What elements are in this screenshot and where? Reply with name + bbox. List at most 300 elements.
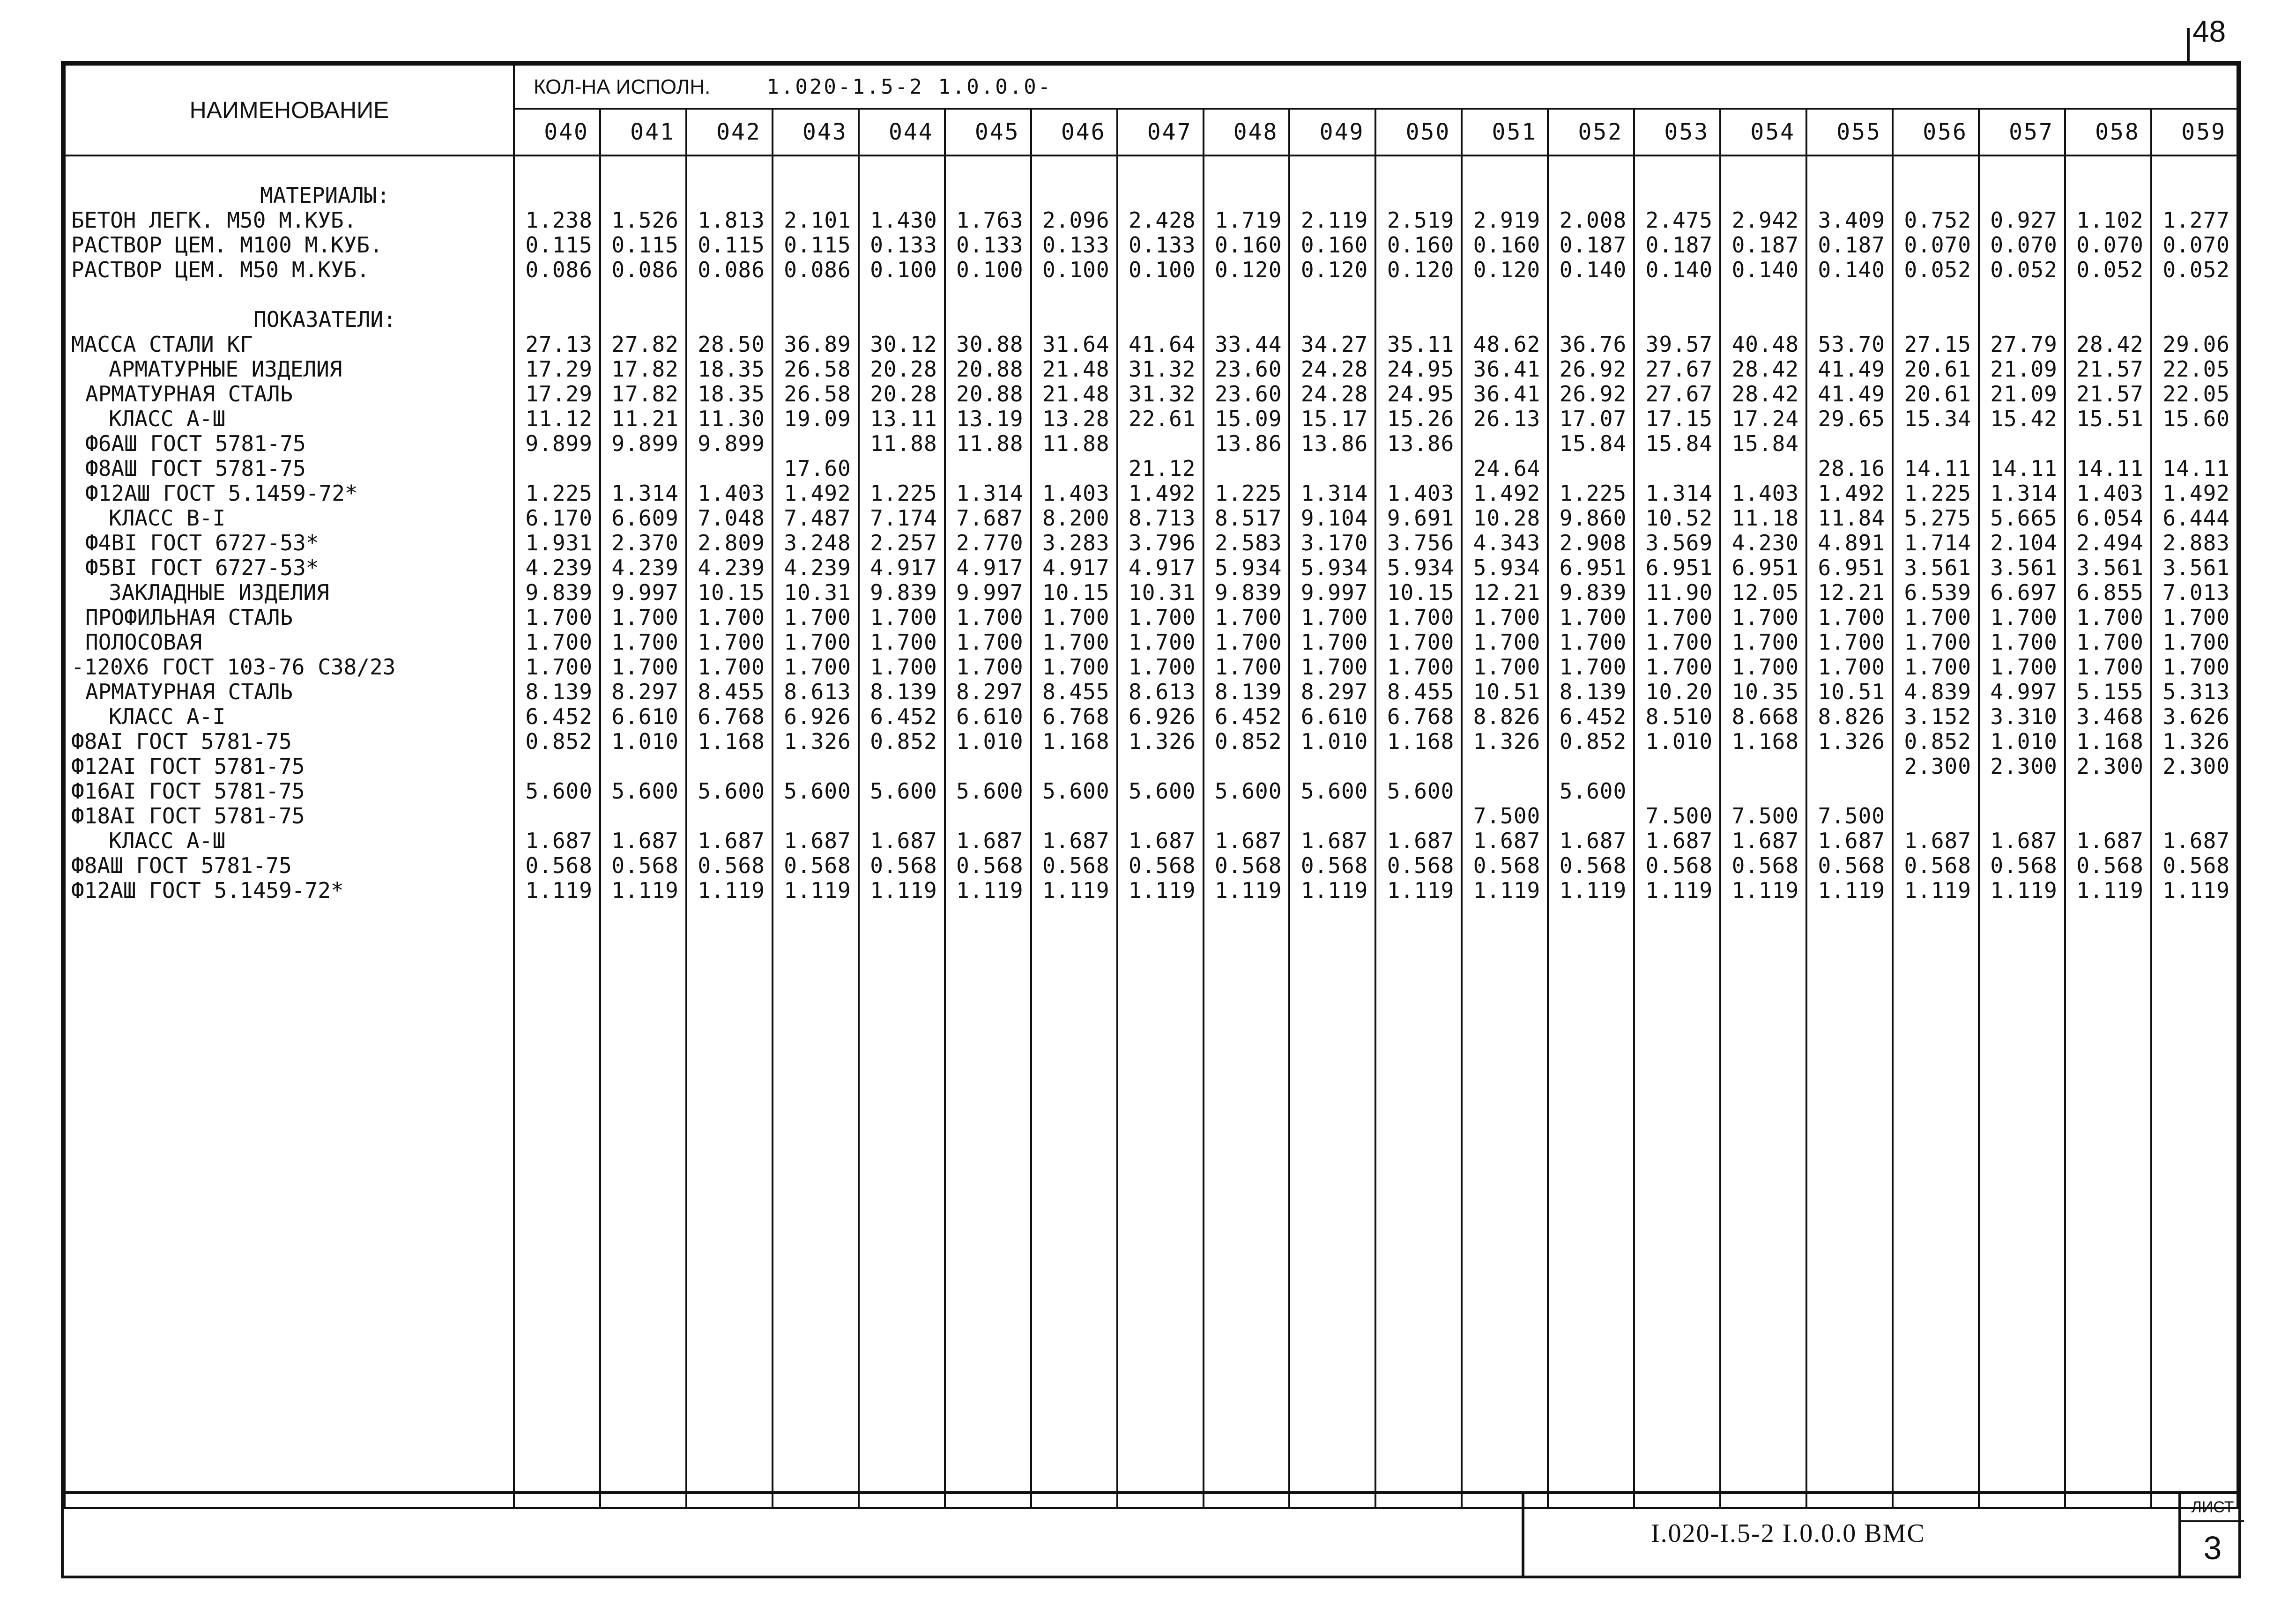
sheet-label: ЛИСТ	[2181, 1494, 2244, 1522]
table-cell: 6.855	[2076, 580, 2144, 605]
table-cell: 1.326	[1473, 729, 1541, 754]
table-cell	[1376, 456, 1461, 481]
table-cell	[515, 183, 599, 208]
table-cell	[1549, 307, 1633, 332]
table-cell: 3.756	[1387, 531, 1455, 555]
document-code: I.020-I.5-2 I.0.0.0 ВМС	[1651, 1519, 1925, 1548]
table-cell: 1.700	[1473, 655, 1541, 680]
table-cell: 4.917	[1042, 555, 1110, 580]
table-cell: 1.119	[2162, 878, 2230, 903]
table-cell: 22.05	[2162, 382, 2230, 407]
table-cell: 2.300	[2162, 754, 2230, 779]
table-cell	[2152, 282, 2237, 307]
column-header: 052	[1548, 109, 1634, 155]
table-cell	[773, 804, 858, 829]
row-label: РАСТВОР ЦЕМ. М100 М.КУБ.	[71, 233, 383, 258]
row-label: АРМАТУРНАЯ СТАЛЬ	[85, 680, 293, 704]
table-cell: 1.700	[1731, 655, 1799, 680]
table-cell	[1118, 307, 1203, 332]
table-cell: 17.82	[611, 382, 679, 407]
table-cell: 4.917	[956, 555, 1024, 580]
table-cell	[2152, 307, 2237, 332]
table-cell: 27.67	[1645, 357, 1713, 382]
table-cell	[1463, 779, 1547, 804]
table-cell: 1.119	[956, 878, 1024, 903]
table-cell: 6.452	[870, 704, 937, 729]
table-cell	[1376, 804, 1461, 829]
table-cell: 8.826	[1818, 704, 1885, 729]
table-cell	[601, 158, 685, 183]
table-cell	[1463, 754, 1547, 779]
table-cell: 1.700	[698, 630, 765, 655]
table-cell: 1.763	[956, 208, 1024, 233]
table-cell	[1635, 456, 1719, 481]
table-cell: 1.687	[1904, 829, 1971, 853]
table-cell: 0.120	[1387, 258, 1455, 282]
row-label: ЗАКЛАДНЫЕ ИЗДЕЛИЯ	[109, 580, 329, 605]
table-cell: 23.60	[1214, 357, 1282, 382]
table-cell: 1.168	[1042, 729, 1110, 754]
table-cell: 3.569	[1645, 531, 1713, 555]
drawing-frame	[61, 61, 2241, 1578]
table-cell	[1204, 754, 1289, 779]
table-cell: 4.230	[1731, 531, 1799, 555]
table-cell: 8.713	[1129, 506, 1196, 531]
value-column	[600, 155, 686, 1508]
table-cell: 9.860	[1559, 506, 1627, 531]
table-cell: 19.09	[784, 407, 851, 431]
table-cell	[1807, 158, 1892, 183]
table-cell	[1807, 307, 1892, 332]
column-header: 040	[514, 109, 600, 155]
table-cell	[1032, 456, 1116, 481]
table-cell: 11.88	[1042, 431, 1110, 456]
table-cell: 27.67	[1645, 382, 1713, 407]
table-cell	[1290, 456, 1375, 481]
table-cell: 2.257	[870, 531, 937, 555]
table-cell	[1549, 282, 1633, 307]
table-cell: 1.700	[1990, 655, 2058, 680]
table-cell: 0.070	[2076, 233, 2144, 258]
table-cell: 0.052	[1990, 258, 2058, 282]
value-column	[945, 155, 1031, 1508]
table-cell	[1032, 183, 1116, 208]
table-cell: 10.52	[1645, 506, 1713, 531]
row-label: ПОЛОСОВАЯ	[85, 630, 202, 655]
table-cell: 1.687	[1387, 829, 1455, 853]
table-cell	[1376, 183, 1461, 208]
table-cell	[1635, 754, 1719, 779]
table-cell: 1.700	[870, 605, 937, 630]
table-cell: 0.568	[698, 853, 765, 878]
table-cell: 10.15	[1042, 580, 1110, 605]
table-cell: 1.119	[870, 878, 937, 903]
table-cell: 5.600	[1129, 779, 1196, 804]
table-cell: 22.05	[2162, 357, 2230, 382]
table-cell: 5.600	[1300, 779, 1368, 804]
table-cell: 2.300	[1904, 754, 1971, 779]
table-cell: 0.086	[525, 258, 593, 282]
table-cell: 26.92	[1559, 382, 1627, 407]
table-cell	[1894, 804, 1978, 829]
table-cell: 1.687	[1731, 829, 1799, 853]
table-cell: 10.31	[784, 580, 851, 605]
column-header: 047	[1117, 109, 1204, 155]
table-cell: 15.17	[1300, 407, 1368, 431]
table-cell: 1.010	[1645, 729, 1713, 754]
table-cell	[860, 282, 944, 307]
table-cell: 0.568	[525, 853, 593, 878]
table-cell: 0.568	[1214, 853, 1282, 878]
table-cell: 6.926	[1129, 704, 1196, 729]
table-cell: 14.11	[1904, 456, 1971, 481]
table-cell	[1894, 431, 1978, 456]
table-cell: 5.600	[870, 779, 937, 804]
column-header: 050	[1375, 109, 1462, 155]
table-cell: 1.700	[1559, 630, 1627, 655]
table-cell: 3.561	[2162, 555, 2230, 580]
table-cell: 15.26	[1387, 407, 1455, 431]
table-cell: 5.934	[1300, 555, 1368, 580]
table-cell: 1.700	[784, 630, 851, 655]
table-cell: 0.052	[2076, 258, 2144, 282]
table-cell: 35.11	[1387, 332, 1455, 357]
table-cell: 1.119	[525, 878, 593, 903]
title-block-code-cell	[1522, 1494, 2244, 1576]
table-cell: 2.809	[698, 531, 765, 555]
value-column	[1289, 155, 1375, 1508]
table-cell: 5.934	[1387, 555, 1455, 580]
table-cell	[601, 456, 685, 481]
execution-label: КОЛ-НА ИСПОЛН.	[534, 75, 711, 98]
column-header: 043	[773, 109, 859, 155]
value-column	[1375, 155, 1462, 1508]
value-column	[686, 155, 773, 1508]
table-cell: 1.700	[525, 655, 593, 680]
table-cell: 2.300	[2076, 754, 2144, 779]
table-cell: 8.297	[956, 680, 1024, 704]
table-cell: 27.15	[1904, 332, 1971, 357]
table-cell: 1.700	[1904, 605, 1971, 630]
table-cell: 0.187	[1818, 233, 1885, 258]
table-cell: 3.310	[1990, 704, 2058, 729]
table-cell: 1.687	[1818, 829, 1885, 853]
table-cell: 9.839	[870, 580, 937, 605]
table-cell: 1.700	[1731, 605, 1799, 630]
table-cell	[1549, 183, 1633, 208]
table-cell	[1376, 754, 1461, 779]
table-cell: 26.58	[784, 382, 851, 407]
table-cell: 1.119	[698, 878, 765, 903]
table-cell: 6.951	[1818, 555, 1885, 580]
table-cell	[2152, 779, 2237, 804]
table-cell: 9.104	[1300, 506, 1368, 531]
table-cell: 1.225	[1559, 481, 1627, 506]
table-cell: 1.700	[1645, 655, 1713, 680]
table-cell	[773, 431, 858, 456]
table-cell: 3.561	[2076, 555, 2144, 580]
table-cell	[1290, 282, 1375, 307]
table-cell: 7.500	[1473, 804, 1541, 829]
table-cell: 0.852	[1559, 729, 1627, 754]
table-cell: 1.403	[1387, 481, 1455, 506]
table-cell: 6.951	[1645, 555, 1713, 580]
table-cell: 1.119	[1214, 878, 1282, 903]
table-cell: 1.119	[1042, 878, 1110, 903]
table-cell	[946, 456, 1030, 481]
table-cell: 8.139	[870, 680, 937, 704]
table-cell: 1.326	[1818, 729, 1885, 754]
table-cell	[860, 754, 944, 779]
value-column	[1031, 155, 1117, 1508]
table-cell	[1032, 158, 1116, 183]
table-cell: 6.610	[611, 704, 679, 729]
table-cell: 8.455	[1387, 680, 1455, 704]
column-header: 045	[945, 109, 1031, 155]
table-cell	[1807, 282, 1892, 307]
table-cell	[515, 158, 599, 183]
table-cell	[687, 804, 772, 829]
table-cell: 0.568	[1990, 853, 2058, 878]
table-cell	[1807, 754, 1892, 779]
table-cell: 1.813	[698, 208, 765, 233]
value-column	[1634, 155, 1720, 1508]
table-cell: 1.700	[1129, 655, 1196, 680]
table-cell: 0.100	[1042, 258, 1110, 282]
table-cell: 0.568	[1645, 853, 1713, 878]
row-label: Ф6АШ ГОСТ 5781-75	[85, 431, 306, 456]
table-cell: 10.35	[1731, 680, 1799, 704]
table-cell	[515, 804, 599, 829]
table-cell: 1.700	[1904, 655, 1971, 680]
table-cell: 15.34	[1904, 407, 1971, 431]
table-cell: 1.010	[1300, 729, 1368, 754]
table-cell	[1118, 183, 1203, 208]
table-cell	[1032, 282, 1116, 307]
table-cell: 1.687	[1645, 829, 1713, 853]
table-cell: 1.700	[1990, 605, 2058, 630]
table-cell: 1.225	[525, 481, 593, 506]
table-cell	[860, 456, 944, 481]
table-cell	[1721, 158, 1806, 183]
table-cell: 1.700	[1559, 605, 1627, 630]
table-cell: 0.568	[1129, 853, 1196, 878]
row-label: Ф4ВI ГОСТ 6727-53*	[85, 531, 319, 555]
section-heading: МАТЕРИАЛЫ:	[260, 183, 390, 208]
table-cell: 0.852	[1214, 729, 1282, 754]
table-cell: 7.687	[956, 506, 1024, 531]
table-cell: 8.297	[611, 680, 679, 704]
table-cell	[860, 183, 944, 208]
table-cell	[2066, 282, 2150, 307]
table-cell: 1.700	[1214, 655, 1282, 680]
table-cell	[2066, 158, 2150, 183]
table-cell: 0.187	[1731, 233, 1799, 258]
table-cell	[1376, 307, 1461, 332]
table-cell: 1.403	[2076, 481, 2144, 506]
table-cell: 1.403	[1731, 481, 1799, 506]
table-cell: 27.79	[1990, 332, 2058, 357]
table-cell: 40.48	[1731, 332, 1799, 357]
table-cell	[1721, 754, 1806, 779]
table-cell: 41.64	[1129, 332, 1196, 357]
table-cell: 8.613	[1129, 680, 1196, 704]
table-cell: 5.665	[1990, 506, 2058, 531]
table-cell: 0.133	[1129, 233, 1196, 258]
table-cell: 0.086	[611, 258, 679, 282]
value-column	[859, 155, 945, 1508]
table-cell: 24.95	[1387, 357, 1455, 382]
value-column	[773, 155, 859, 1508]
table-cell: 1.700	[611, 630, 679, 655]
row-label: КЛАСС А-Ш	[109, 407, 226, 431]
row-label: Ф8АI ГОСТ 5781-75	[71, 729, 292, 754]
table-cell: 1.225	[1904, 481, 1971, 506]
table-cell: 0.187	[1559, 233, 1627, 258]
table-cell: 2.883	[2162, 531, 2230, 555]
value-column	[2065, 155, 2151, 1508]
execution-code: 1.020-1.5-2 1.0.0.0-	[766, 74, 1053, 99]
table-cell: 1.119	[1473, 878, 1541, 903]
table-cell	[601, 183, 685, 208]
table-cell	[1721, 779, 1806, 804]
table-cell	[1721, 307, 1806, 332]
table-cell: 4.239	[525, 555, 593, 580]
table-cell	[1032, 804, 1116, 829]
table-cell: 1.687	[1129, 829, 1196, 853]
column-header: 049	[1289, 109, 1375, 155]
table-cell: 13.86	[1214, 431, 1282, 456]
table-cell: 1.700	[1300, 655, 1368, 680]
table-cell: 11.12	[525, 407, 593, 431]
table-cell: 6.054	[2076, 506, 2144, 531]
column-header: 041	[600, 109, 686, 155]
table-cell: 8.510	[1645, 704, 1713, 729]
table-cell	[1463, 431, 1547, 456]
table-cell: 0.160	[1214, 233, 1282, 258]
table-cell: 5.600	[525, 779, 593, 804]
table-cell: 1.700	[870, 630, 937, 655]
table-cell	[2066, 804, 2150, 829]
table-cell: 15.84	[1559, 431, 1627, 456]
row-label: АРМАТУРНЫЕ ИЗДЕЛИЯ	[109, 357, 342, 382]
table-cell	[601, 754, 685, 779]
table-cell: 0.115	[784, 233, 851, 258]
table-cell: 0.568	[1473, 853, 1541, 878]
table-cell: 30.12	[870, 332, 937, 357]
table-cell: 12.21	[1818, 580, 1885, 605]
table-cell: 1.931	[525, 531, 593, 555]
table-cell: 1.687	[1990, 829, 2058, 853]
table-cell: 7.174	[870, 506, 937, 531]
table-cell	[1635, 307, 1719, 332]
column-header: 042	[686, 109, 773, 155]
table-cell: 24.28	[1300, 382, 1368, 407]
table-cell: 0.120	[1214, 258, 1282, 282]
table-cell: 28.50	[698, 332, 765, 357]
table-cell	[1204, 158, 1289, 183]
row-label: БЕТОН ЛЕГК. М50 М.КУБ.	[71, 208, 357, 233]
table-cell: 1.168	[1387, 729, 1455, 754]
table-cell: 1.700	[1300, 605, 1368, 630]
table-cell: 1.700	[784, 605, 851, 630]
table-cell: 1.700	[1818, 605, 1885, 630]
table-cell: 0.568	[1818, 853, 1885, 878]
table-cell: 1.168	[1731, 729, 1799, 754]
table-cell: 21.12	[1129, 456, 1196, 481]
table-cell: 5.600	[1214, 779, 1282, 804]
table-cell: 1.010	[611, 729, 679, 754]
row-label: Ф12АI ГОСТ 5781-75	[71, 754, 305, 779]
row-label: МАССА СТАЛИ КГ	[71, 332, 253, 357]
table-cell: 36.41	[1473, 382, 1541, 407]
table-cell: 1.700	[1129, 605, 1196, 630]
table-cell: 9.997	[956, 580, 1024, 605]
table-cell: 48.62	[1473, 332, 1541, 357]
table-cell: 4.997	[1990, 680, 2058, 704]
table-cell: 5.155	[2076, 680, 2144, 704]
table-cell: 1.225	[1214, 481, 1282, 506]
table-cell: 1.010	[1990, 729, 2058, 754]
table-cell: 4.891	[1818, 531, 1885, 555]
table-cell: 4.917	[1129, 555, 1196, 580]
table-cell: 0.852	[870, 729, 937, 754]
table-cell	[1290, 307, 1375, 332]
table-cell: 15.09	[1214, 407, 1282, 431]
table-cell: 1.700	[525, 605, 593, 630]
table-cell: 15.51	[2076, 407, 2144, 431]
table-cell: 6.452	[1559, 704, 1627, 729]
header-row-top	[65, 65, 2237, 109]
table-cell	[687, 456, 772, 481]
table-cell: 8.668	[1731, 704, 1799, 729]
table-cell: 5.600	[956, 779, 1024, 804]
table-cell: 10.15	[1387, 580, 1455, 605]
table-cell: 1.314	[1300, 481, 1368, 506]
table-cell	[860, 307, 944, 332]
table-cell: 0.115	[525, 233, 593, 258]
table-cell: 4.239	[698, 555, 765, 580]
table-cell: 17.15	[1645, 407, 1713, 431]
table-cell: 10.15	[698, 580, 765, 605]
table-cell: 9.839	[1559, 580, 1627, 605]
table-cell: 26.58	[784, 357, 851, 382]
table-cell: 1.700	[698, 655, 765, 680]
table-cell: 1.492	[1818, 481, 1885, 506]
table-cell: 6.609	[611, 506, 679, 531]
table-cell: 1.119	[1645, 878, 1713, 903]
table-cell: 7.500	[1731, 804, 1799, 829]
table-cell: 13.11	[870, 407, 937, 431]
table-cell: 10.28	[1473, 506, 1541, 531]
table-cell	[2152, 431, 2237, 456]
table-cell: 1.700	[956, 630, 1024, 655]
table-cell	[1118, 804, 1203, 829]
table-cell: 0.086	[698, 258, 765, 282]
table-cell: 13.28	[1042, 407, 1110, 431]
table-cell	[1549, 456, 1633, 481]
table-cell: 5.600	[1042, 779, 1110, 804]
table-cell: 2.494	[2076, 531, 2144, 555]
table-cell: 1.119	[611, 878, 679, 903]
table-cell: 5.600	[1559, 779, 1627, 804]
table-cell: 0.100	[870, 258, 937, 282]
table-cell: 11.90	[1645, 580, 1713, 605]
table-cell	[1463, 183, 1547, 208]
column-header: 058	[2065, 109, 2151, 155]
table-cell: 11.88	[870, 431, 937, 456]
table-cell: 4.343	[1473, 531, 1541, 555]
